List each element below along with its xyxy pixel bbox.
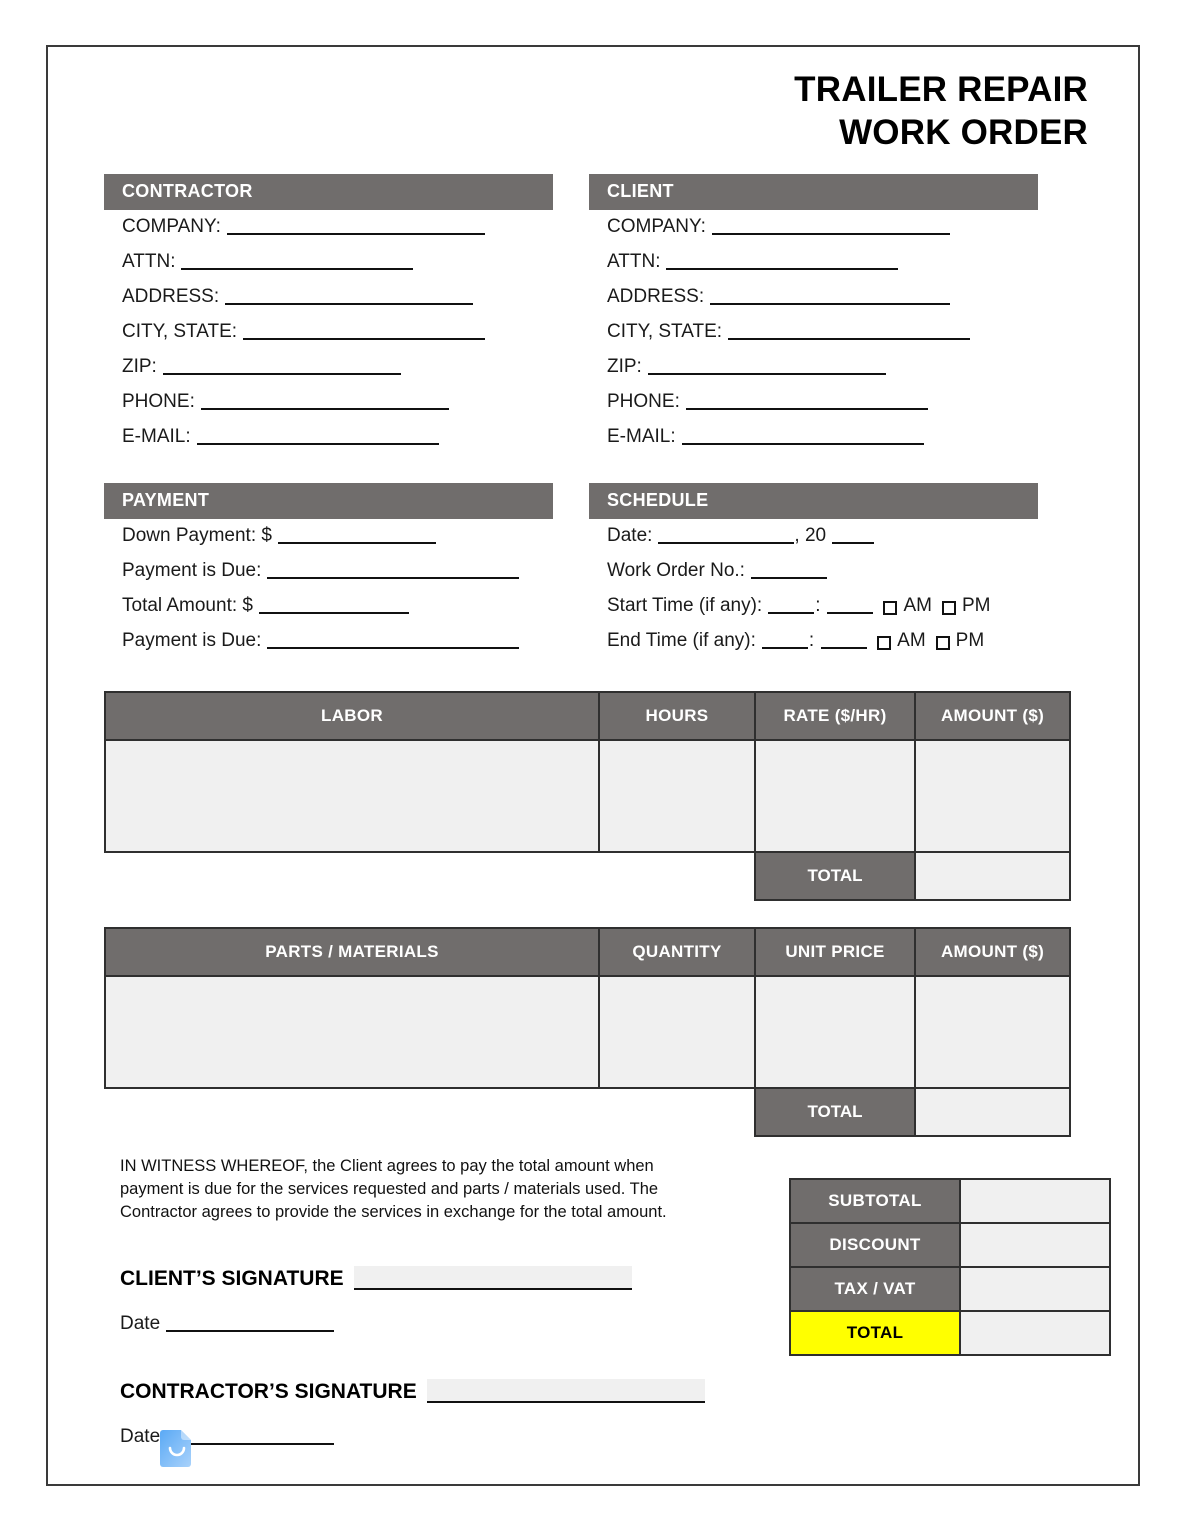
payment-field-input-1[interactable]: [267, 577, 519, 579]
client-field-label-2: ADDRESS:: [607, 286, 705, 308]
contractor-fields[interactable]: [104, 210, 553, 448]
contractor-signature-row[interactable]: [120, 1379, 1112, 1404]
schedule-start-am-checkbox[interactable]: [883, 601, 897, 615]
schedule-heading: SCHEDULE: [589, 483, 1038, 519]
schedule-end-time-row[interactable]: [607, 630, 1038, 652]
client-date-input[interactable]: [166, 1330, 334, 1332]
parts-header-2: UNIT PRICE: [755, 928, 915, 976]
payment-fields[interactable]: [104, 519, 553, 652]
contractor-date-row[interactable]: [120, 1426, 1112, 1448]
labor-header-0: LABOR: [105, 692, 599, 740]
contractor-field-label-4: ZIP:: [122, 356, 157, 378]
labor-total-row: [105, 852, 1070, 900]
client-field-label-1: ATTN:: [607, 251, 661, 273]
parts-total-row: [105, 1088, 1070, 1136]
contractor-field-label-2: ADDRESS:: [122, 286, 220, 308]
payment-field-input-3[interactable]: [267, 647, 519, 649]
totals-label-0: SUBTOTAL: [790, 1179, 960, 1223]
schedule-date-input[interactable]: [658, 542, 794, 544]
labor-table: [104, 691, 1071, 901]
client-field-input-0[interactable]: [712, 233, 950, 235]
labor-cell-0-0[interactable]: [105, 740, 599, 852]
totals-label-2: TAX / VAT: [790, 1267, 960, 1311]
client-field-input-4[interactable]: [648, 373, 886, 375]
contractor-field-input-6[interactable]: [197, 443, 439, 445]
parts-header-1: QUANTITY: [599, 928, 755, 976]
schedule-start-pm-label: PM: [961, 595, 991, 617]
contractor-signature-label: CONTRACTOR’S SIGNATURE: [120, 1379, 417, 1403]
client-signature-label: CLIENT’S SIGNATURE: [120, 1266, 344, 1290]
parts-table: [104, 927, 1071, 1137]
client-fields[interactable]: [589, 210, 1038, 448]
client-field-label-3: CITY, STATE:: [607, 321, 723, 343]
parts-header-3: AMOUNT ($): [915, 928, 1070, 976]
contractor-section: [104, 174, 553, 461]
contractor-heading: CONTRACTOR: [104, 174, 553, 210]
payment-section: [104, 483, 553, 665]
client-heading: CLIENT: [589, 174, 1038, 210]
document-smile-icon: [158, 1426, 196, 1468]
contractor-field-row-1[interactable]: [122, 251, 553, 273]
schedule-fields[interactable]: [589, 519, 1038, 652]
witness-clause: IN WITNESS WHEREOF, the Client agrees to pay the total amount when payment is due for the services requested and parts / materials used. The Contractor agrees to provide the services in exchange for the total amount.: [120, 1157, 667, 1221]
schedule-year-input[interactable]: [832, 542, 874, 544]
schedule-date-label: Date:: [607, 525, 653, 547]
totals-box-body[interactable]: [790, 1179, 1110, 1355]
totals-row-total: [790, 1311, 1110, 1355]
schedule-work-order-input[interactable]: [751, 577, 827, 579]
client-field-row-0[interactable]: [607, 216, 1038, 238]
payment-field-row-1[interactable]: [122, 560, 553, 582]
contractor-field-label-3: CITY, STATE:: [122, 321, 238, 343]
schedule-start-time-separator: :: [815, 595, 821, 617]
parts-cell-0-3[interactable]: [915, 976, 1070, 1088]
contractor-field-row-3[interactable]: [122, 321, 553, 343]
labor-cell-0-2[interactable]: [755, 740, 915, 852]
schedule-end-time-separator: :: [808, 630, 815, 652]
schedule-end-hour-input[interactable]: [762, 647, 808, 649]
contractor-field-row-2[interactable]: [122, 286, 553, 308]
totals-row-discount: [790, 1223, 1110, 1267]
contractor-field-input-5[interactable]: [201, 408, 449, 410]
client-field-input-1[interactable]: [666, 268, 898, 270]
client-field-row-5[interactable]: [607, 391, 1038, 413]
title-line-2: WORK ORDER: [839, 112, 1088, 152]
contractor-field-input-0[interactable]: [227, 233, 485, 235]
client-field-row-3[interactable]: [607, 321, 1038, 343]
totals-value-3[interactable]: [960, 1311, 1110, 1355]
client-field-row-1[interactable]: [607, 251, 1038, 273]
parts-total-spacer: [105, 1088, 755, 1136]
parts-table-head: [105, 928, 1070, 976]
parts-header-0: PARTS / MATERIALS: [105, 928, 599, 976]
title-line-1: TRAILER REPAIR: [794, 70, 1088, 109]
labor-total-label: TOTAL: [755, 852, 915, 900]
payment-field-row-2[interactable]: [122, 595, 553, 617]
client-field-row-2[interactable]: [607, 286, 1038, 308]
schedule-start-minute-input[interactable]: [827, 612, 873, 614]
client-date-label: Date: [120, 1312, 161, 1334]
schedule-start-time-label: Start Time (if any):: [607, 595, 763, 617]
payment-heading: PAYMENT: [104, 483, 553, 519]
schedule-start-am-label: AM: [903, 595, 932, 617]
schedule-date-row[interactable]: [607, 525, 1038, 547]
party-sections: [104, 174, 1112, 461]
schedule-start-pm-checkbox[interactable]: [942, 601, 956, 615]
client-section: [589, 174, 1038, 461]
form-page: [46, 45, 1140, 1486]
payment-field-label-0: Down Payment: $: [122, 525, 272, 547]
parts-row[interactable]: [105, 976, 1070, 1088]
payment-schedule-sections: [104, 483, 1112, 665]
payment-field-input-2[interactable]: [259, 612, 409, 614]
totals-row-tax-vat: [790, 1267, 1110, 1311]
parts-cell-0-2[interactable]: [755, 976, 915, 1088]
client-field-row-4[interactable]: [607, 356, 1038, 378]
contractor-field-row-6[interactable]: [122, 426, 553, 448]
client-field-label-0: COMPANY:: [607, 216, 706, 238]
parts-total-value[interactable]: [915, 1088, 1070, 1136]
schedule-start-time-row[interactable]: [607, 595, 1038, 617]
contractor-field-row-4[interactable]: [122, 356, 553, 378]
client-field-input-2[interactable]: [710, 303, 950, 305]
contractor-field-row-5[interactable]: [122, 391, 553, 413]
schedule-end-am-checkbox[interactable]: [877, 636, 891, 650]
payment-field-row-3[interactable]: [122, 630, 553, 652]
bottom-area: [104, 1155, 1112, 1485]
payment-field-label-3: Payment is Due:: [122, 630, 262, 652]
labor-row[interactable]: [105, 740, 1070, 852]
parts-cell-0-1[interactable]: [599, 976, 755, 1088]
payment-field-input-0[interactable]: [278, 542, 436, 544]
schedule-section: [589, 483, 1038, 665]
payment-field-label-2: Total Amount: $: [122, 595, 253, 617]
labor-header-1: HOURS: [599, 692, 755, 740]
labor-total-spacer: [105, 852, 755, 900]
parts-total-label: TOTAL: [755, 1088, 915, 1136]
contractor-signature-input[interactable]: [427, 1379, 705, 1403]
labor-total-value[interactable]: [915, 852, 1070, 900]
client-signature-input[interactable]: [354, 1266, 632, 1290]
contractor-field-label-5: PHONE:: [122, 391, 195, 413]
totals-label-1: DISCOUNT: [790, 1223, 960, 1267]
labor-table-head: [105, 692, 1070, 740]
labor-header-2: RATE ($/HR): [755, 692, 915, 740]
client-field-input-3[interactable]: [728, 338, 970, 340]
schedule-end-pm-label: PM: [955, 630, 985, 652]
totals-row-subtotal: [790, 1179, 1110, 1223]
contractor-field-input-3[interactable]: [243, 338, 485, 340]
form-title: [104, 69, 1112, 154]
schedule-end-am-label: AM: [897, 630, 926, 652]
schedule-end-pm-checkbox[interactable]: [936, 636, 950, 650]
parts-cell-0-0[interactable]: [105, 976, 599, 1088]
parts-table-body[interactable]: [105, 976, 1070, 1136]
parts-header-row: [105, 928, 1070, 976]
totals-value-2[interactable]: [960, 1267, 1110, 1311]
client-field-row-6[interactable]: [607, 426, 1038, 448]
schedule-work-order-row[interactable]: [607, 560, 1038, 582]
contractor-field-row-0[interactable]: [122, 216, 553, 238]
contractor-field-input-2[interactable]: [225, 303, 473, 305]
payment-field-label-1: Payment is Due:: [122, 560, 262, 582]
contractor-field-label-0: COMPANY:: [122, 216, 221, 238]
contractor-field-input-4[interactable]: [163, 373, 401, 375]
schedule-work-order-label: Work Order No.:: [607, 560, 745, 582]
client-field-label-6: E-MAIL:: [607, 426, 676, 448]
contractor-field-input-1[interactable]: [181, 268, 413, 270]
contractor-field-label-1: ATTN:: [122, 251, 176, 273]
labor-header-row: [105, 692, 1070, 740]
totals-value-1[interactable]: [960, 1223, 1110, 1267]
totals-label-3: TOTAL: [790, 1311, 960, 1355]
client-field-input-5[interactable]: [686, 408, 928, 410]
schedule-start-hour-input[interactable]: [768, 612, 814, 614]
client-field-label-5: PHONE:: [607, 391, 680, 413]
labor-cell-0-3[interactable]: [915, 740, 1070, 852]
contractor-date-label: Date: [120, 1425, 161, 1447]
schedule-year-prefix: , 20: [794, 525, 827, 547]
client-field-input-6[interactable]: [682, 443, 924, 445]
totals-box: [789, 1178, 1111, 1356]
payment-field-row-0[interactable]: [122, 525, 553, 547]
schedule-end-time-label: End Time (if any):: [607, 630, 756, 652]
totals-value-0[interactable]: [960, 1179, 1110, 1223]
contractor-field-label-6: E-MAIL:: [122, 426, 191, 448]
labor-cell-0-1[interactable]: [599, 740, 755, 852]
labor-header-3: AMOUNT ($): [915, 692, 1070, 740]
schedule-end-minute-input[interactable]: [821, 647, 867, 649]
labor-table-body[interactable]: [105, 740, 1070, 900]
client-field-label-4: ZIP:: [607, 356, 642, 378]
